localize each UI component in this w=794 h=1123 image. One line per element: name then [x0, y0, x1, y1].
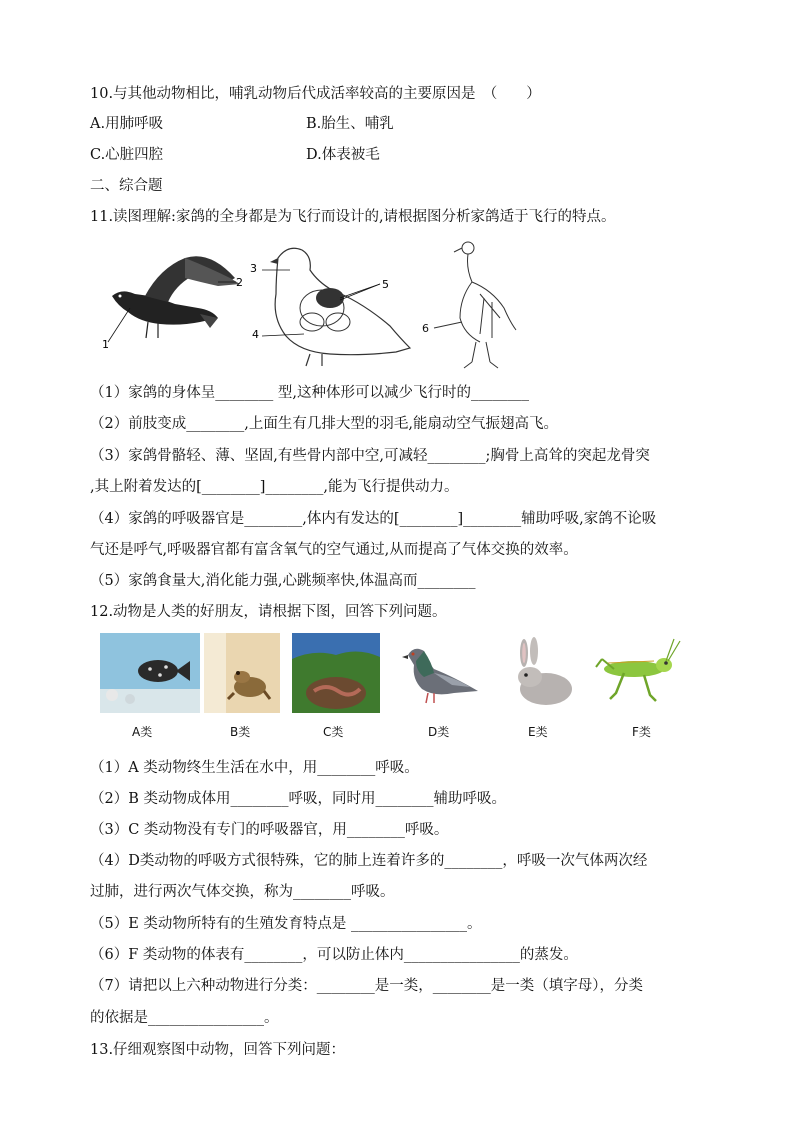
q12-item-5: （5）E 类动物所特有的生殖发育特点是 ________________。 [90, 916, 482, 932]
q10-option-b: B.胎生、哺乳 [306, 116, 394, 132]
q12-item-2: （2）B 类动物成体用________呼吸，同时用________辅助呼吸。 [90, 791, 506, 807]
q11-item-5: （5）家鸽食量大,消化能力强,心跳频率快,体温高而________ [90, 573, 476, 589]
q11-item-4: （4）家鸽的呼吸器官是________,体内有发达的[________]________辅助呼吸,家鸽不论吸 [90, 511, 657, 527]
figure-label-5: 5 [382, 278, 389, 291]
q10-option-d: D.体表被毛 [306, 147, 380, 163]
q12-item-7: （7）请把以上六种动物进行分类：________是一类，________是一类（填字母），分类 [90, 978, 643, 994]
q12-item-4: （4）D类动物的呼吸方式很特殊，它的肺上连着许多的________，呼吸一次气体两次经 [90, 853, 648, 869]
q11-item-1: （1）家鸽的身体呈________ 型,这种体形可以减少飞行时的________ [90, 385, 529, 401]
pigeon-skeleton-drawing [422, 242, 516, 368]
caption-e: E类 [528, 725, 548, 739]
pigeon-figure [100, 238, 540, 378]
q10-option-c: C.心脏四腔 [90, 147, 164, 163]
q12-item-7-cont: 的依据是________________。 [90, 1010, 279, 1026]
q12-stem: 12.动物是人类的好朋友，请根据下图，回答下列问题。 [90, 604, 447, 620]
q10-option-a: A.用肺呼吸 [90, 116, 164, 132]
caption-a: A类 [132, 725, 153, 739]
pigeon-anatomy-drawing [250, 248, 410, 366]
q11-item-4-cont: 气还是呼气,呼吸器官都有富含氧气的空气通过,从而提高了气体交换的效率。 [90, 542, 578, 558]
q13-stem: 13.仔细观察图中动物，回答下列问题： [90, 1042, 346, 1058]
figure-label-1: 1 [102, 338, 109, 351]
caption-f: F类 [632, 725, 651, 739]
q11-item-3: （3）家鸽骨骼轻、薄、坚固,有些骨内部中空,可减轻________;胸骨上高耸的突起龙骨突 [90, 448, 650, 464]
grasshopper-photo [594, 632, 684, 714]
frog-photo [204, 632, 280, 714]
q11-item-3-cont: ,其上附着发达的[________]________,能为飞行提供动力。 [90, 479, 459, 495]
q12-item-1: （1）A 类动物终生生活在水中，用________呼吸。 [90, 760, 419, 776]
flying-pigeon-drawing [102, 256, 243, 351]
pigeon-photo [394, 632, 484, 714]
q12-item-4-cont: 过肺，进行两次气体交换，称为________呼吸。 [90, 884, 395, 900]
figure-label-3: 3 [250, 262, 257, 275]
fish-photo [100, 632, 200, 714]
q11-stem: 11.读图理解:家鸽的全身都是为飞行而设计的,请根据图分析家鸽适于飞行的特点。 [90, 209, 616, 225]
q12-item-3: （3）C 类动物没有专门的呼吸器官，用________呼吸。 [90, 822, 449, 838]
q12-item-6: （6）F 类动物的体表有________，可以防止体内________________的蒸发。 [90, 947, 578, 963]
animal-photos [100, 632, 700, 722]
caption-c: C类 [323, 725, 344, 739]
caption-d: D类 [428, 725, 450, 739]
section-heading: 二、综合题 [90, 178, 163, 194]
figure-label-2: 2 [236, 276, 243, 289]
q10-stem: 10.与其他动物相比，哺乳动物后代成活率较高的主要原因是 （ ） [90, 86, 541, 102]
caption-b: B类 [230, 725, 251, 739]
figure-label-6: 6 [422, 322, 429, 335]
rabbit-photo [506, 632, 580, 714]
earthworm-photo [292, 632, 380, 714]
figure-label-4: 4 [252, 328, 259, 341]
q11-item-2: （2）前肢变成________,上面生有几排大型的羽毛,能扇动空气振翅高飞。 [90, 416, 558, 432]
